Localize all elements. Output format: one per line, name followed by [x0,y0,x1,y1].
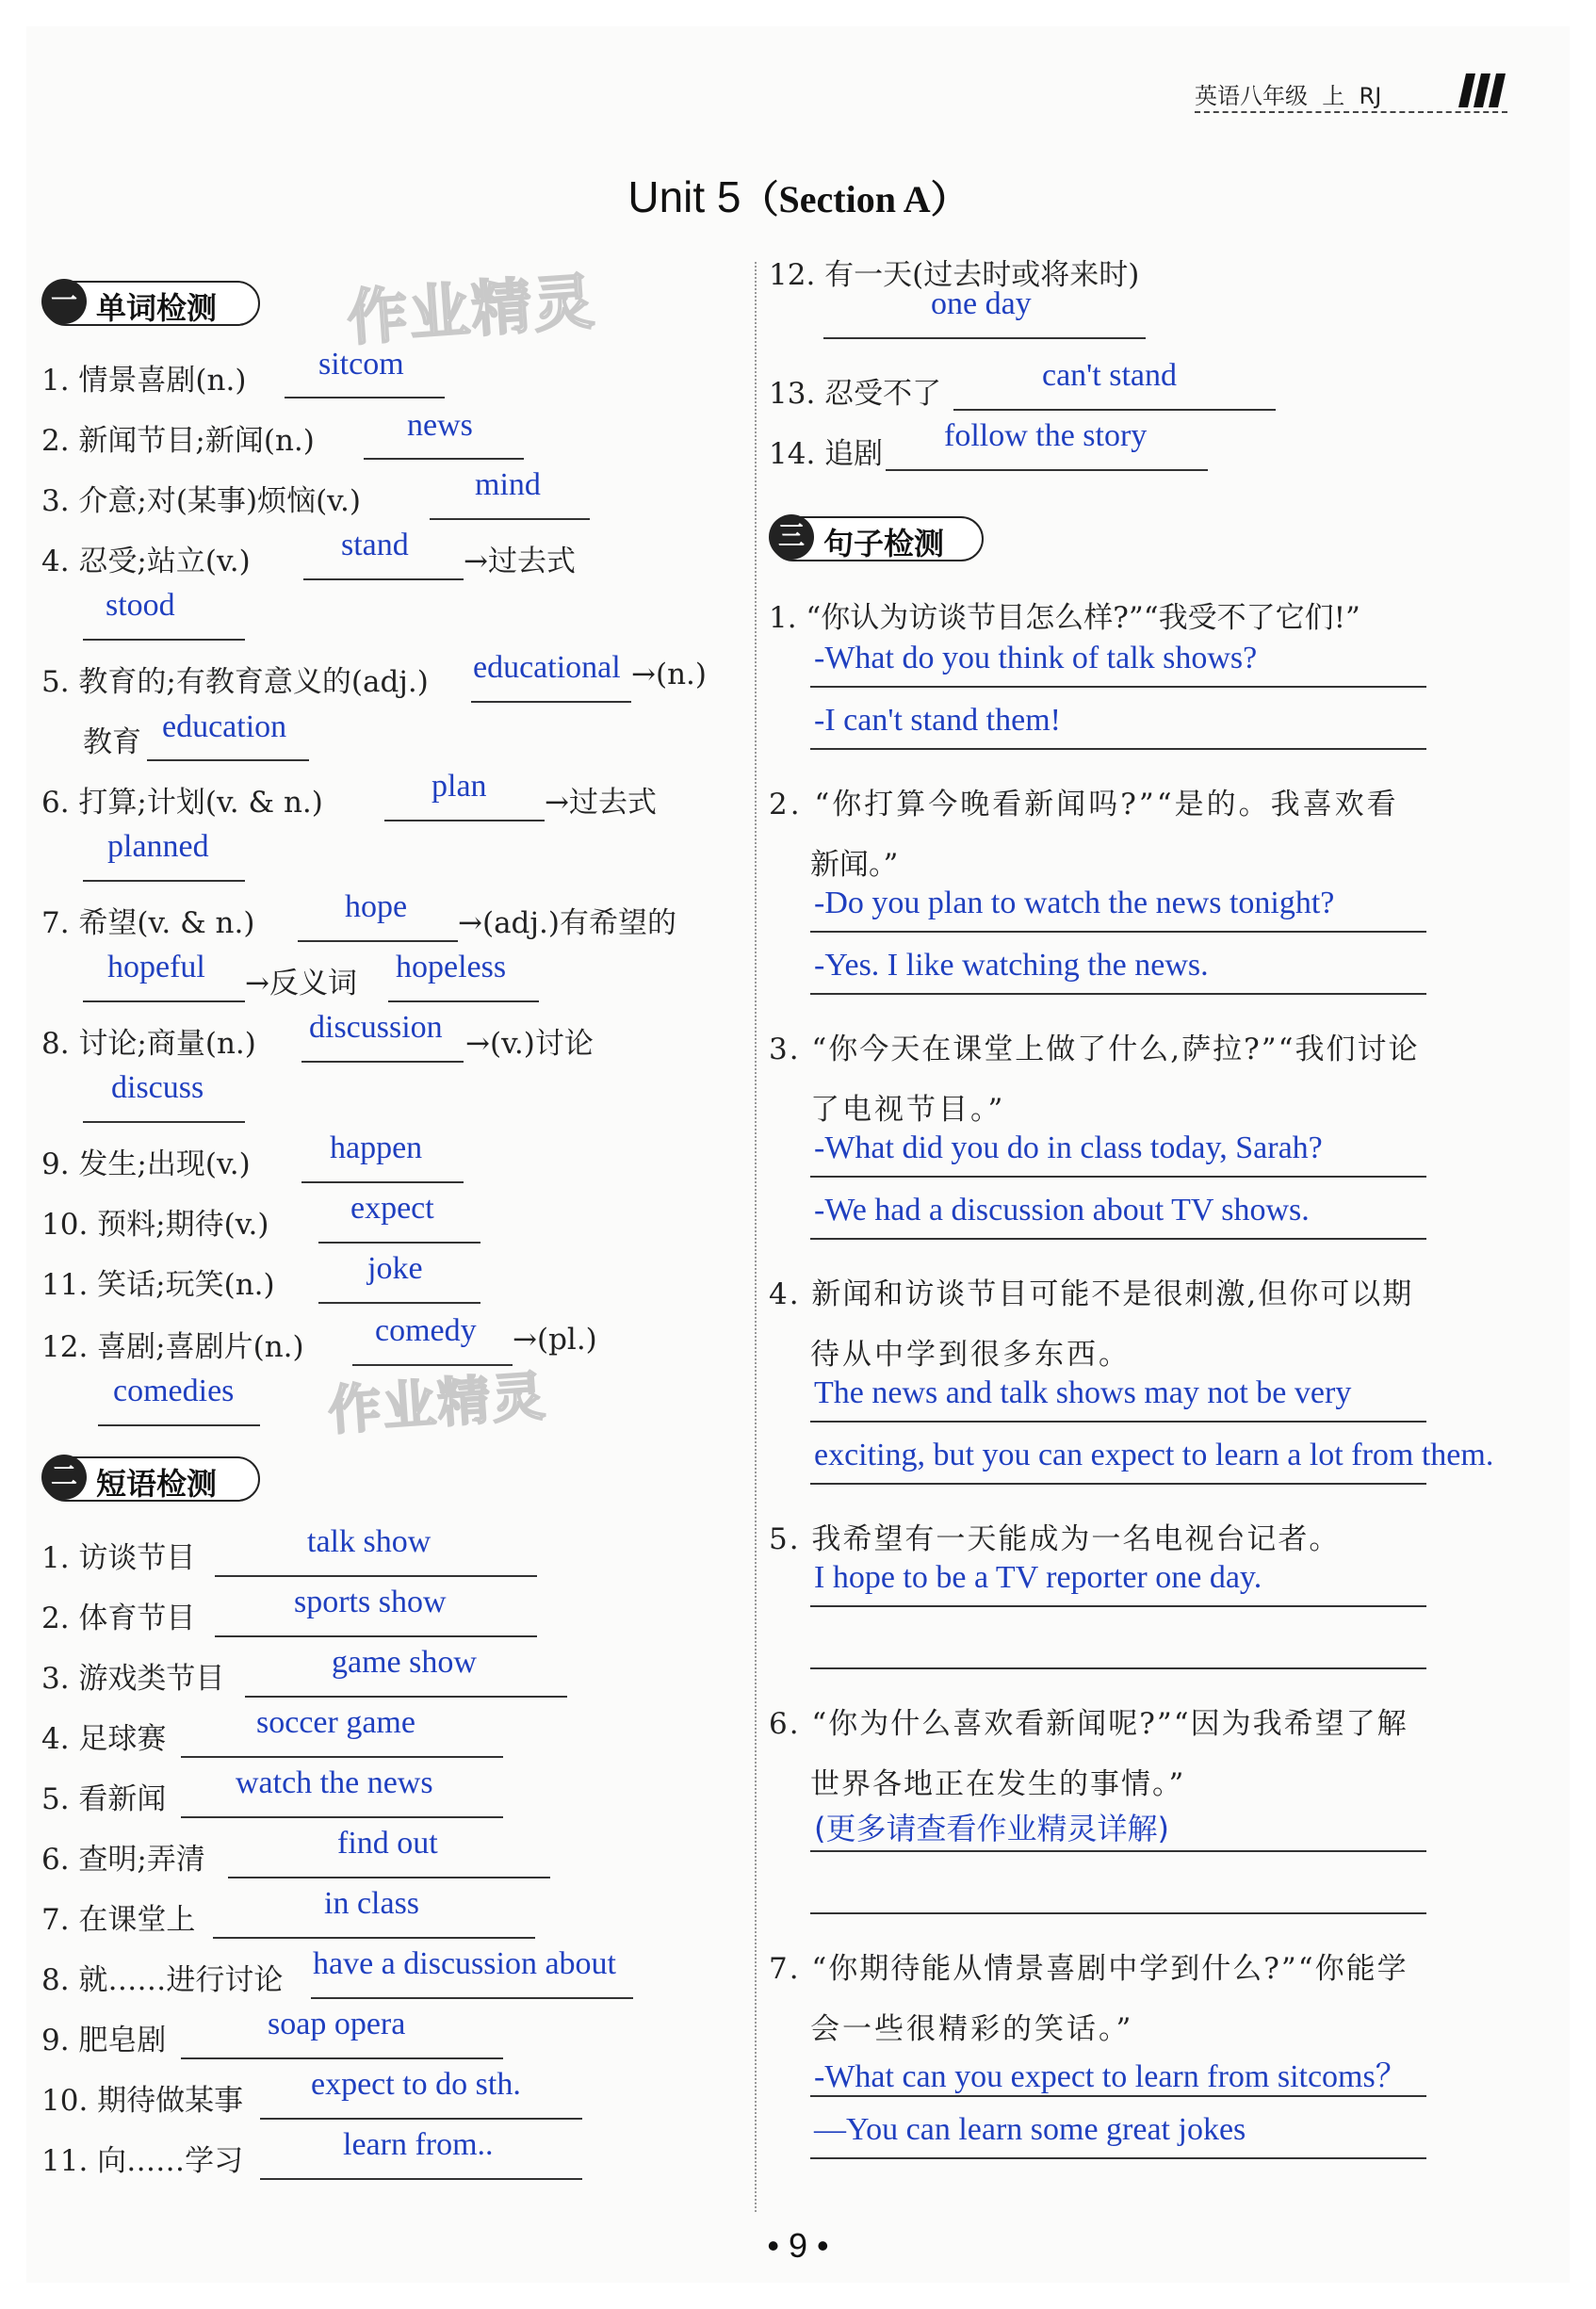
page-header [1195,73,1507,113]
word-item-prompt: 11. 笑话;玩笑(n.) [41,1268,275,1302]
section-label: 单词检测 [96,290,218,326]
word-item-prompt: 10. 预料;期待(v.) [41,1208,269,1242]
answer-blank [260,2118,582,2120]
answer-blank [301,1181,464,1183]
sentence-answer: -We had a discussion about TV shows. [814,1193,1310,1228]
answer-blank [384,820,545,821]
answer-blank [810,2157,1426,2159]
word-answer-3: hopeless [396,950,507,984]
sentence-prompt: 4. 新闻和访谈节目可能不是很刺激,但你可以期 [769,1277,1414,1311]
word-item-prompt: 9. 发生;出现(v.) [41,1147,251,1181]
more-details-link[interactable]: (更多请查看作业精灵详解) [814,1811,1169,1846]
answer-blank [260,2178,582,2180]
answer-blank [301,1061,464,1063]
phrase-answer: sports show [294,1585,447,1619]
word-suffix: →过去式 [545,786,657,820]
answer-blank [810,1667,1426,1669]
section-label: 句子检测 [823,526,945,561]
answer-blank [215,1575,537,1577]
phrase-answer: expect to do sth. [311,2067,521,2102]
answer-blank [430,518,590,520]
word-item-prompt: 1. 情景喜剧(n.) [41,364,247,398]
phrase-item-prompt: 2. 体育节目 [41,1602,196,1635]
sentence-prompt: 1. “你认为访谈节目怎么样?”“我受不了它们!” [769,601,1360,635]
answer-blank [810,1176,1426,1178]
sentence-answer: -What can you expect to learn from sitcoms？ [814,2059,1408,2094]
answer-blank [298,940,458,942]
word-item-prompt: 7. 希望(v. & n.) [41,906,255,940]
word-item-prompt: 14. 追剧 [769,437,884,471]
word-answer: mind [475,467,541,502]
sentence-answer: The news and talk shows may not be very [814,1375,1352,1410]
phrase-item-prompt: 4. 足球赛 [41,1722,167,1756]
word-answer: comedy [375,1313,477,1348]
word-suffix: →过去式 [464,545,576,578]
sentence-prompt-line2: 会一些很精彩的笑话。” [810,2012,1134,2046]
answer-blank [388,1000,539,1002]
answer-blank [810,931,1426,933]
sentence-answer: -What do you think of talk shows? [814,641,1258,675]
word-item-prompt: 8. 讨论;商量(n.) [41,1027,256,1061]
answer-blank [810,1912,1426,1914]
phrase-answer: learn from.. [343,2127,494,2162]
section-badge: 三 [769,514,814,560]
phrase-item-prompt: 7. 在课堂上 [41,1903,196,1937]
word-answer-2: education [162,709,287,744]
answer-blank [810,686,1426,688]
phrase-item-prompt: 6. 查明;弄清 [41,1843,205,1877]
sentence-prompt: 3. “你今天在课堂上做了什么,萨拉?”“我们讨论 [769,1033,1420,1066]
answer-blank [311,1997,633,1999]
sentence-prompt-line2: 世界各地正在发生的事情。” [810,1767,1186,1801]
sentence-prompt-line2: 了电视节目。” [810,1093,1006,1127]
section-header-word-check [43,281,260,328]
phrase-item-prompt: 9. 肥皂剧 [41,2024,167,2057]
phrase-answer: soap opera [268,2007,406,2041]
section-title: （Section A） [741,178,969,220]
word-item-prompt-2: 教育 [83,725,141,759]
answer-blank [318,1242,480,1244]
word-answer: one day [931,286,1032,321]
answer-blank [213,1937,535,1939]
phrase-answer: in class [324,1886,420,1921]
watermark: 作业精灵 [326,1365,549,1443]
answer-blank [810,748,1426,750]
answer-blank [364,458,524,460]
word-item-prompt: 12. 喜剧;喜剧片(n.) [41,1330,304,1364]
header-text: 英语八年级 上 RJ [1195,83,1382,109]
page-number: • 9 • [767,2226,829,2265]
answer-blank [953,409,1276,411]
sentence-prompt: 6. “你为什么喜欢看新闻呢?”“因为我希望了解 [769,1707,1409,1741]
sentence-prompt-line2: 待从中学到很多东西。 [810,1338,1131,1372]
answer-blank [83,1000,245,1002]
answer-blank [228,1877,550,1878]
word-answer: joke [367,1251,423,1286]
word-answer-2: stood [106,588,175,623]
phrase-item-prompt: 10. 期待做某事 [41,2084,244,2118]
sentence-answer: -What did you do in class today, Sarah? [814,1130,1323,1165]
section-label: 短语检测 [96,1466,218,1502]
phrase-answer: soccer game [256,1705,415,1740]
header-bars-icon [1458,73,1507,107]
phrase-answer: find out [337,1826,438,1861]
word-answer: follow the story [944,418,1148,453]
word-answer: educational [473,650,621,685]
sentence-prompt: 5. 我希望有一天能成为一名电视台记者。 [769,1522,1341,1556]
answer-blank [810,2095,1426,2097]
workbook-page [26,26,1570,2283]
word-answer: news [407,408,473,443]
word-suffix: →(v.)讨论 [465,1027,594,1061]
sentence-answer: -I can't stand them! [814,703,1061,738]
phrase-answer: game show [332,1645,477,1680]
answer-blank [810,1850,1426,1852]
answer-blank [83,1121,245,1123]
section-header-phrase-check [43,1456,260,1504]
sentence-prompt-line2: 新闻。” [810,848,899,882]
phrase-item-prompt: 11. 向……学习 [41,2144,244,2178]
phrase-answer: have a discussion about [313,1946,616,1981]
word-suffix: →(adj.)有希望的 [458,906,676,940]
answer-blank [352,1364,513,1366]
phrase-item-prompt: 1. 访谈节目 [41,1541,196,1575]
word-suffix-2: →反义词 [245,967,357,1000]
word-answer: happen [330,1130,423,1165]
answer-blank [810,1605,1426,1607]
word-answer: hope [345,889,408,924]
sentence-answer: -Do you plan to watch the news tonight? [814,886,1335,920]
phrase-item-prompt: 3. 游戏类节目 [41,1662,225,1696]
answer-blank [83,639,245,641]
answer-blank [810,993,1426,995]
word-suffix: →(pl.) [513,1323,597,1357]
word-answer: can't stand [1042,358,1178,393]
word-item-prompt: 4. 忍受;站立(v.) [41,545,251,578]
word-answer-2: comedies [113,1374,235,1408]
word-answer-2: hopeful [107,950,205,984]
section-badge: 一 [41,279,87,324]
word-answer: discussion [309,1010,443,1045]
answer-blank [147,759,309,761]
phrase-item-prompt: 8. 就……进行讨论 [41,1963,284,1997]
answer-blank [886,469,1208,471]
sentence-prompt: 2. “你打算今晚看新闻吗?”“是的。我喜欢看 [769,788,1399,821]
word-answer-2: discuss [111,1070,204,1105]
word-item-prompt: 3. 介意;对(某事)烦恼(v.) [41,484,361,518]
answer-blank [181,1756,503,1758]
sentence-answer: -Yes. I like watching the news. [814,948,1209,983]
word-answer: plan [432,769,487,804]
answer-blank [245,1696,567,1698]
word-item-prompt: 13. 忍受不了 [769,377,942,411]
watermark: 作业精灵 [345,267,598,355]
sentence-answer: exciting, but you can expect to learn a lot from them. [814,1438,1494,1472]
answer-blank [181,1816,503,1818]
answer-blank [810,1483,1426,1485]
answer-blank [810,1421,1426,1423]
sentence-answer: I hope to be a TV reporter one day. [814,1560,1262,1595]
answer-blank [810,1238,1426,1240]
answer-blank [181,2057,503,2059]
word-item-prompt: 6. 打算;计划(v. & n.) [41,786,323,820]
section-badge: 二 [41,1455,87,1500]
sentence-prompt: 7. “你期待能从情景喜剧中学到什么?”“你能学 [769,1952,1409,1986]
phrase-item-prompt: 5. 看新闻 [41,1782,167,1816]
word-answer: stand [341,528,409,562]
phrase-answer: watch the news [236,1765,433,1800]
word-suffix: →(n.) [631,658,707,691]
column-divider [755,262,757,2212]
word-answer-2: planned [107,829,209,864]
word-item-prompt: 5. 教育的;有教育意义的(adj.) [41,665,429,699]
word-answer: expect [350,1191,434,1226]
unit-title: Unit 5 [627,172,741,221]
answer-blank [98,1424,260,1426]
word-item-prompt: 2. 新闻节目;新闻(n.) [41,424,315,458]
word-item-prompt: 12. 有一天(过去时或将来时) [769,258,1140,292]
answer-blank [83,880,245,882]
answer-blank [285,397,445,398]
sentence-answer: —You can learn some great jokes [814,2112,1246,2147]
answer-blank [303,578,464,580]
phrase-answer: talk show [307,1524,432,1559]
page-title [26,170,1570,223]
answer-blank [823,337,1146,339]
section-header-sentence-check [771,516,987,563]
answer-blank [318,1302,480,1304]
answer-blank [215,1635,537,1637]
word-answer: sitcom [318,347,404,382]
answer-blank [471,701,631,703]
